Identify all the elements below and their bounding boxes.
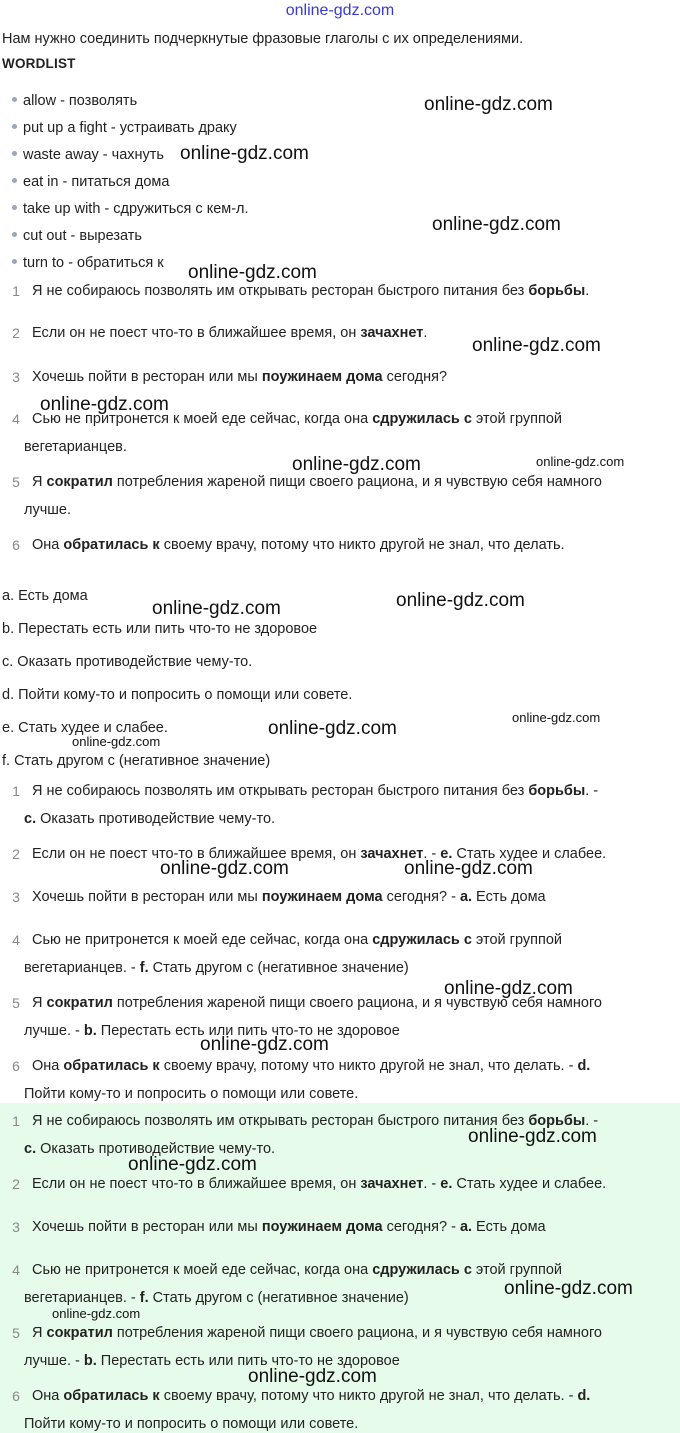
wordlist-item: allow - позволять <box>12 93 137 109</box>
definition-item: d. Пойти кому-то и попросить о помощи или совете. <box>2 687 353 703</box>
answer-line-continued: c. Оказать противодействие чему-то. <box>24 811 276 827</box>
answer-line-continued: Пойти кому-то и попросить о помощи или совете. <box>24 1416 359 1432</box>
sentence-line: Сью не притронется к моей еде сейчас, когда она сдружилась с этой группой <box>32 411 562 427</box>
task-instruction: Нам нужно соединить подчеркнутые фразовые глаголы с их определениями. <box>2 31 524 47</box>
sentence-number: 6 <box>12 537 20 553</box>
bullet-icon <box>12 124 17 129</box>
watermark: online-gdz.com <box>160 858 289 879</box>
sentence-number: 5 <box>12 474 20 490</box>
answer-line: Я не собираюсь позволять им открывать ресторан быстрого питания без борьбы. - <box>32 1113 599 1129</box>
answer-line: Сью не притронется к моей еде сейчас, когда она сдружилась с этой группой <box>32 932 562 948</box>
sentence-line: Я не собираюсь позволять им открывать ресторан быстрого питания без борьбы. <box>32 283 590 299</box>
sentence-number: 3 <box>12 369 20 385</box>
watermark: online-gdz.com <box>72 734 161 749</box>
answer-line: Хочешь пойти в ресторан или мы поужинаем дома сегодня? - a. Есть дома <box>32 1219 546 1235</box>
answer-line-continued: вегетарианцев. - f. Стать другом с (негативное значение) <box>24 1290 409 1306</box>
watermark: online-gdz.com <box>40 394 169 415</box>
watermark: online-gdz.com <box>468 1126 597 1147</box>
definition-item: c. Оказать противодействие чему-то. <box>2 654 253 670</box>
watermark: online-gdz.com <box>152 598 281 619</box>
sentence-line: Она обратилась к своему врачу, потому что никто другой не знал, что делать. <box>32 537 565 553</box>
definition-item: f. Стать другом с (негативное значение) <box>2 753 271 769</box>
answer-number: 3 <box>12 1219 20 1235</box>
wordlist-item: cut out - вырезать <box>12 228 142 244</box>
answer-number: 2 <box>12 1176 20 1192</box>
wordlist-item: turn to - обратиться к <box>12 255 164 271</box>
answer-line: Сью не притронется к моей еде сейчас, когда она сдружилась с этой группой <box>32 1262 562 1278</box>
watermark: online-gdz.com <box>188 262 317 283</box>
wordlist-item: waste away - чахнуть <box>12 147 164 163</box>
sentence-line: Если он не поест что-то в ближайшее время, он зачахнет. <box>32 325 428 341</box>
watermark: online-gdz.com <box>432 214 561 235</box>
wordlist-item: put up a fight - устраивать драку <box>12 120 237 136</box>
answer-line: Она обратилась к своему врачу, потому что никто другой не знал, что делать. - d. <box>32 1058 591 1074</box>
answer-number: 6 <box>12 1058 20 1074</box>
definition-item: b. Перестать есть или пить что-то не здоровое <box>2 621 318 637</box>
sentence-line: Хочешь пойти в ресторан или мы поужинаем дома сегодня? <box>32 369 448 385</box>
watermark: online-gdz.com <box>128 1154 257 1175</box>
watermark: online-gdz.com <box>248 1366 377 1387</box>
bullet-icon <box>12 205 17 210</box>
site-logo-text[interactable]: online-gdz.com <box>285 2 395 19</box>
answer-number: 3 <box>12 889 20 905</box>
bullet-icon <box>12 232 17 237</box>
answer-number: 4 <box>12 1262 20 1278</box>
watermark: online-gdz.com <box>512 710 601 725</box>
sentence-line: Я сократил потребления жареной пищи своего рациона, и я чувствую себя намного <box>32 474 602 490</box>
answer-number: 5 <box>12 995 20 1011</box>
watermark: online-gdz.com <box>536 454 625 469</box>
watermark: online-gdz.com <box>180 143 309 164</box>
answer-line: Хочешь пойти в ресторан или мы поужинаем дома сегодня? - a. Есть дома <box>32 889 546 905</box>
answer-number: 4 <box>12 932 20 948</box>
bullet-icon <box>12 151 17 156</box>
sentence-number: 1 <box>12 283 20 299</box>
watermark: online-gdz.com <box>268 718 397 739</box>
answer-number: 1 <box>12 783 20 799</box>
wordlist-item: take up with - сдружиться с кем-л. <box>12 201 249 217</box>
sentence-line-continued: вегетарианцев. <box>24 439 127 455</box>
watermark: online-gdz.com <box>444 978 573 999</box>
watermark: online-gdz.com <box>200 1034 329 1055</box>
watermark: online-gdz.com <box>52 1306 141 1321</box>
bullet-icon <box>12 259 17 264</box>
sentence-number: 2 <box>12 325 20 341</box>
answer-line-continued: Пойти кому-то и попросить о помощи или совете. <box>24 1086 359 1102</box>
bullet-icon <box>12 97 17 102</box>
answer-line-continued: вегетарианцев. - f. Стать другом с (негативное значение) <box>24 960 409 976</box>
answer-line: Я не собираюсь позволять им открывать ресторан быстрого питания без борьбы. - <box>32 783 599 799</box>
answer-number: 2 <box>12 846 20 862</box>
answer-line: Если он не поест что-то в ближайшее время, он зачахнет. - e. Стать худее и слабее. <box>32 846 607 862</box>
answer-line: Я сократил потребления жареной пищи своего рациона, и я чувствую себя намного <box>32 995 602 1011</box>
watermark: online-gdz.com <box>472 335 601 356</box>
answer-number: 6 <box>12 1388 20 1404</box>
sentence-number: 4 <box>12 411 20 427</box>
watermark: online-gdz.com <box>396 590 525 611</box>
definition-item: a. Есть дома <box>2 588 88 604</box>
watermark: online-gdz.com <box>424 94 553 115</box>
sentence-line-continued: лучше. <box>24 502 71 518</box>
answer-line-continued: c. Оказать противодействие чему-то. <box>24 1141 276 1157</box>
watermark: online-gdz.com <box>404 858 533 879</box>
answer-line: Я сократил потребления жареной пищи своего рациона, и я чувствую себя намного <box>32 1325 602 1341</box>
definition-item: e. Стать худее и слабее. <box>2 720 168 736</box>
answer-line-continued: лучше. - b. Перестать есть или пить что-то не здоровое <box>24 1023 400 1039</box>
answer-number: 1 <box>12 1113 20 1129</box>
answer-number: 5 <box>12 1325 20 1341</box>
wordlist-item: eat in - питаться дома <box>12 174 169 190</box>
answer-line: Она обратилась к своему врачу, потому что никто другой не знал, что делать. - d. <box>32 1388 591 1404</box>
wordlist-heading: WORDLIST <box>2 56 76 71</box>
bullet-icon <box>12 178 17 183</box>
watermark: online-gdz.com <box>292 454 421 475</box>
answer-line: Если он не поест что-то в ближайшее время, он зачахнет. - e. Стать худее и слабее. <box>32 1176 607 1192</box>
watermark: online-gdz.com <box>504 1278 633 1299</box>
answer-line-continued: лучше. - b. Перестать есть или пить что-то не здоровое <box>24 1353 400 1369</box>
